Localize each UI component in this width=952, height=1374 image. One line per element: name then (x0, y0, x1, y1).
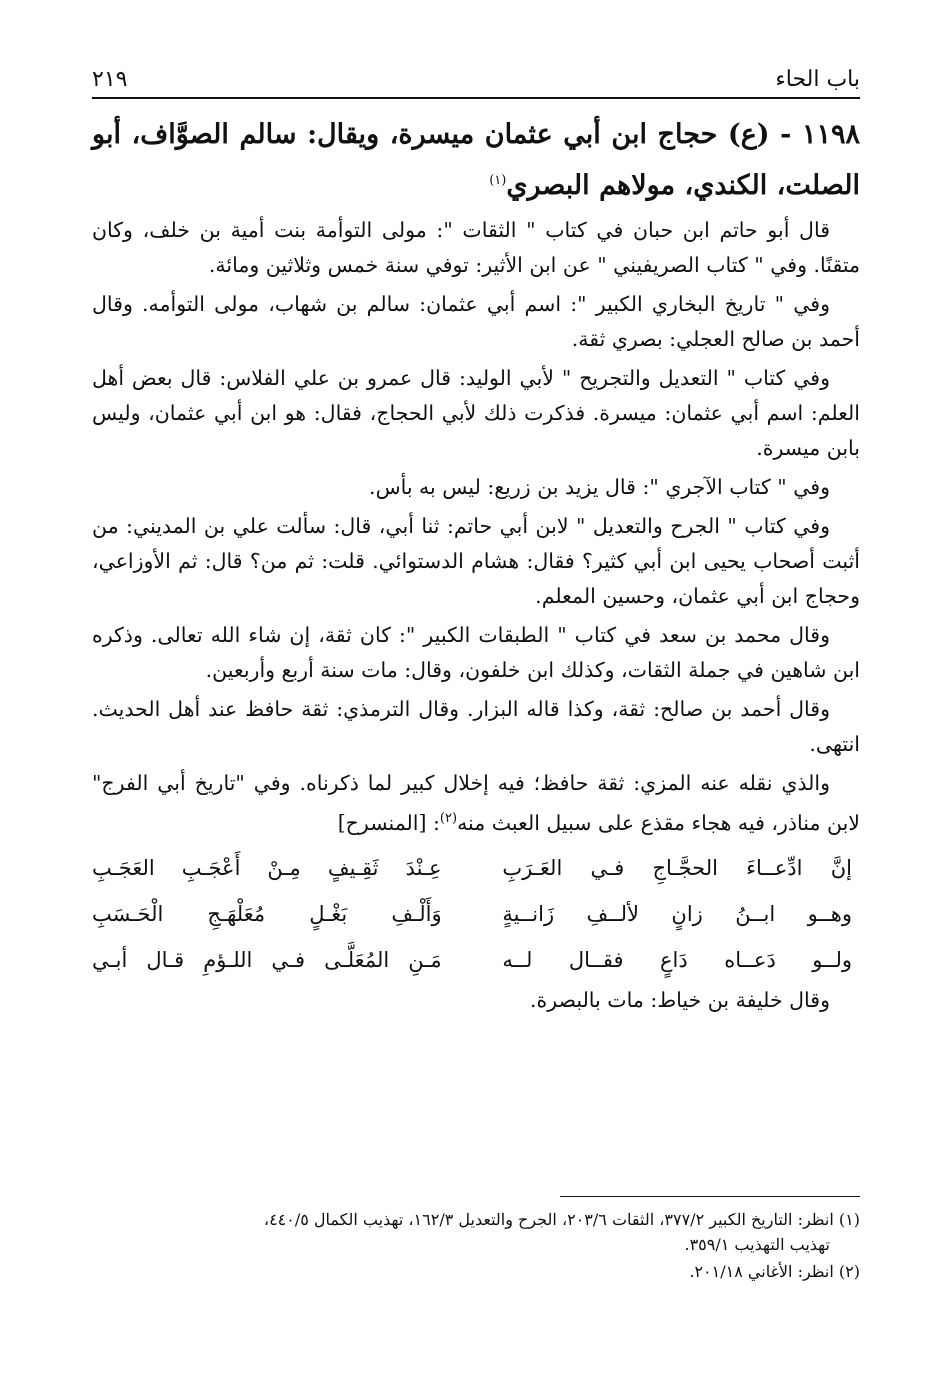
poem (92, 845, 860, 983)
paragraph: وفي كتاب " التعديل والتجريح " لأبي الوليد: قال عمرو بن علي الفلاس: قال بعض أهل العلم: اسم أبي عثمان: ميسرة. فذكرت ذلك لأبي الحجاج، فقال: هو ابن أبي عثمان، وليس بابن ميسرة. (92, 366, 860, 460)
header-rule (92, 97, 860, 99)
running-head (92, 58, 860, 92)
verse-second-hemistich: مَـنِ المُعَلَّـى فـي اللـؤمِ قـال أبـي (92, 947, 442, 972)
footnote-ref-1[interactable]: (١) (489, 173, 507, 188)
paragraph: وقال محمد بن سعد في كتاب " الطبقات الكبير ": كان ثقة، إن شاء الله تعالى. وذكره ابن شاهين في جملة الثقات، وكذلك ابن خلفون، وقال: مات سنة أربع وأربعين. (92, 623, 860, 682)
paragraph: قال أبو حاتم ابن حبان في كتاب " الثقات ": مولى التوأمة بنت أمية بن خلف، وكان متقنًا. وفي " كتاب الصريفيني " عن ابن الأثير: توفي سنة خمس وثلاثين ومائة. (92, 218, 860, 277)
verse-line (92, 937, 860, 983)
footnote-1-line-2: تهذيب التهذيب ٣٥٩/١. (684, 1235, 830, 1254)
footnote-1-line-1: (١) انظر: التاريخ الكبير ٣٧٧/٢، الثقات ٢٠٣/٦، الجرح والتعديل ١٦٢/٣، تهذيب الكمال ٤٤٠/٥، (263, 1210, 860, 1229)
footnote-ref-2[interactable]: (٢) (439, 811, 458, 826)
verse-first-hemistich: ولــو دَعــاه دَاعٍ فقــال لــه (502, 947, 852, 972)
verse-line (92, 891, 860, 937)
entry-title-text: ١١٩٨ - (ع) حجاج ابن أبي عثمان ميسرة، ويقال: سالم الصوَّاف، أبو الصلت، الكندي، مولاهم البصري (92, 119, 860, 201)
paragraph: وفي كتاب " الجرح والتعديل " لابن أبي حاتم: ثنا أبي، قال: سألت علي بن المديني: من أثبت أصحاب يحيى ابن أبي كثير؟ فقال: هشام الدستوائي. قلت: ثم من؟ قال: ثم الأوزاعي، وحجاج ابن أبي عثمان، وحسين المعلم. (92, 514, 860, 608)
paragraph: وقال أحمد بن صالح: ثقة، وكذا قاله البزار. وقال الترمذي: ثقة حافظ عند أهل الحديث. انتهى. (92, 697, 860, 756)
poem-intro-text: والذي نقله عنه المزي: ثقة حافظ؛ فيه إخلال كبير لما ذكرناه. وفي "تاريخ أبي الفرج" لابن مناذر، فيه هجاء مقذع على سبيل العبث منه (92, 771, 860, 835)
main-text (92, 112, 860, 1022)
paragraph: وفي " تاريخ البخاري الكبير ": اسم أبي عثمان: سالم بن شهاب، مولى التوأمه. وقال أحمد بن صالح العجلي: بصري ثقة. (92, 292, 860, 351)
verse-first-hemistich: وهــو ابــنُ زانٍ لألــفِ زَانــيةٍ (502, 901, 852, 926)
verse-second-hemistich: عِـنْدَ ثَقِـيفٍ مِـنْ أَعْجَـبِ العَجَـبِ (92, 855, 442, 880)
page-number: ٢١٩ (92, 67, 128, 92)
verse-first-hemistich: إنَّ ادِّعــاءَ الحجَّـاجِ فـي العَـرَبِ (502, 855, 852, 880)
footnote-2: (٢) انظر: الأغاني ٢٠١/١٨. (689, 1262, 860, 1281)
poem-meter: : [المنسرح] (337, 810, 440, 835)
footnotes (92, 1196, 860, 1286)
chapter-heading: باب الحاء (775, 67, 860, 92)
footnote-1 (92, 1207, 860, 1257)
verse-line (92, 845, 860, 891)
footnote-rule (560, 1196, 860, 1197)
paragraph: وفي " كتاب الآجري ": قال يزيد بن زريع: ليس به بأس. (369, 475, 830, 499)
verse-second-hemistich: وَأَلْـفِ بَغْـلٍ مُعَلْهَـجِ الْحَـسَبِ (92, 901, 442, 926)
entry-title (92, 112, 860, 209)
closing-paragraph: وقال خليفة بن خياط: مات بالبصرة. (530, 987, 830, 1012)
paragraph-with-poem-intro (92, 766, 860, 841)
